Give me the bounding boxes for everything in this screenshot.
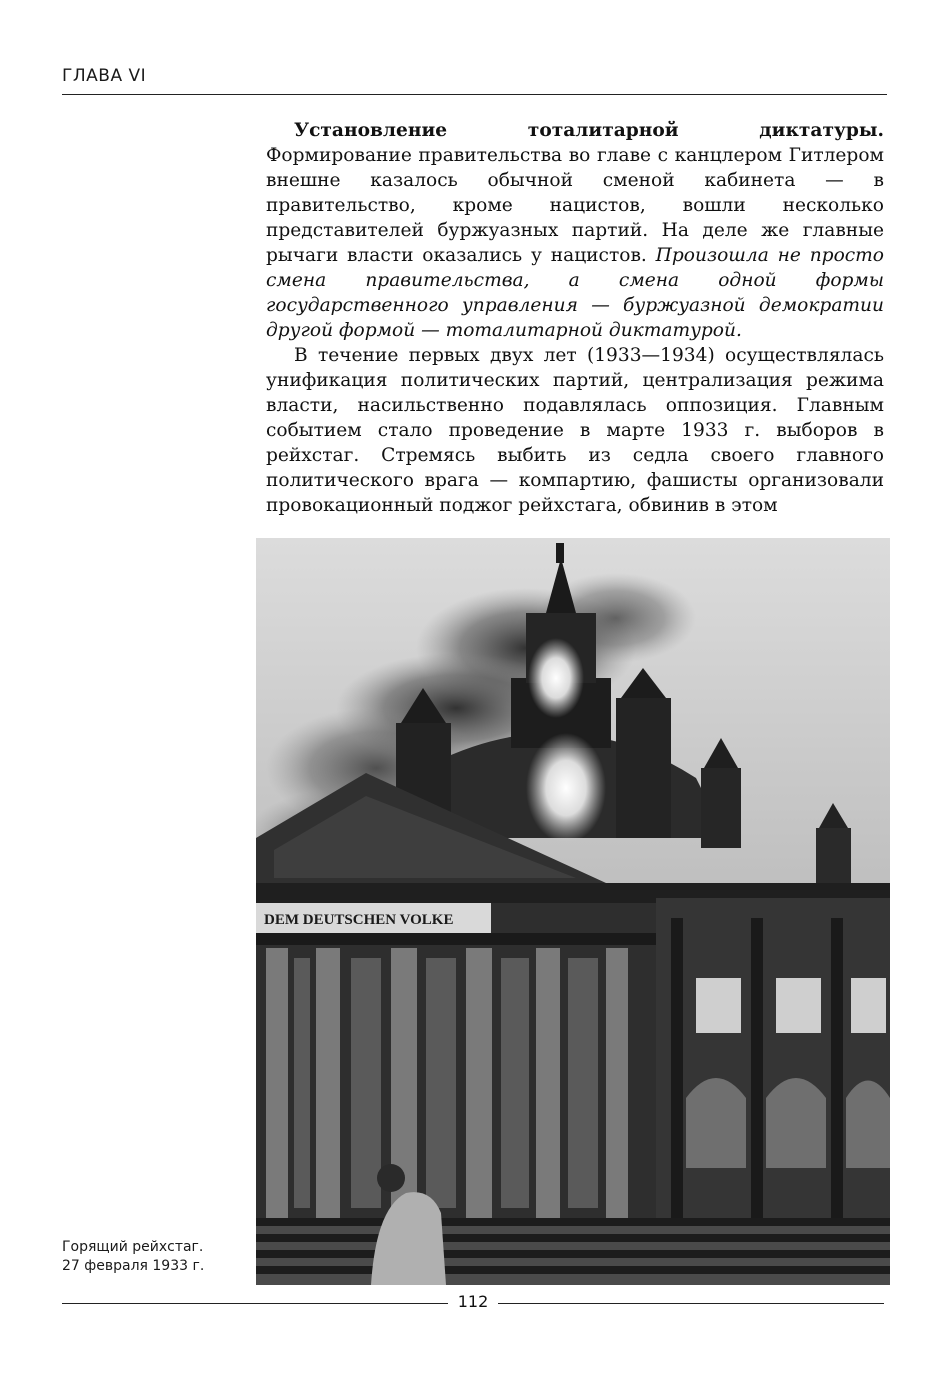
- section-heading: Установление тоталитарной диктатуры.: [294, 120, 884, 141]
- caption-date: 27 февраля 1933 г.: [62, 1258, 205, 1274]
- caption-title: Горящий рейхстаг.: [62, 1239, 204, 1255]
- paragraph-1-italic: Произошла не просто смена правительства, а смена одной формы государственного управления — буржуазной демократии другой формой — тоталитарной диктатурой.: [266, 245, 885, 341]
- paragraph-1-text: Формирование правительства во главе с канцлером Гитлером внешне казалось обычной сменой кабинета — в правительство, кроме нацистов, вошли несколько представителей буржуазных партий. На деле же главные рычаги власти оказались у нацистов.: [266, 145, 884, 266]
- photo-caption: [62, 1238, 242, 1276]
- facade-inscription: DEM DEUTSCHEN VOLKE: [264, 912, 454, 928]
- footer-divider-right: [498, 1303, 884, 1304]
- main-text: [266, 118, 884, 518]
- page-number: 112: [457, 1292, 489, 1311]
- photo-illustration: [256, 538, 890, 1285]
- paragraph-1: [266, 118, 884, 343]
- footer-divider-left: [62, 1303, 448, 1304]
- paragraph-2: В течение первых двух лет (1933—1934) осуществлялась унификация политических партий, централизация режима власти, насильственно подавлялась оппозиция. Главным событием стало проведение в марте 1933 г. выборов в рейхстаг. Стремясь выбить из седла своего главного политического врага — компартию, фашисты организовали провокационный поджог рейхстага, обвинив в этом: [266, 345, 884, 516]
- header-divider: [62, 94, 887, 95]
- reichstag-fire-photo: [256, 538, 890, 1285]
- chapter-title: ГЛАВА VI: [62, 66, 147, 86]
